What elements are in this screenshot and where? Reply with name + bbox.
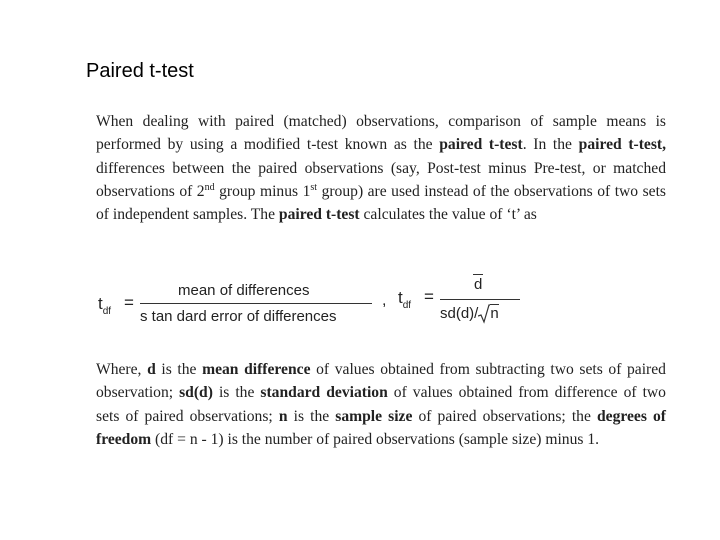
t-statistic-formulas xyxy=(98,272,538,336)
sqrt-radical-icon xyxy=(478,304,490,324)
equals-sign-1: = xyxy=(124,293,134,312)
page-title: Paired t-test xyxy=(86,60,194,82)
intro-paragraph: When dealing with paired (matched) observations, comparison of sample means is performed by using a modified t-test known as the paired t-test. In the paired t-test, differences between the paired observations (say, Post-test minus Pre-test, or matched observations of 2nd group minus 1st group) are used instead of the observations of two sets of independent samples. The paired t-test calculates the value of ‘t’ as xyxy=(96,113,667,224)
denominator-standard-error: s tan dard error of differences xyxy=(140,308,337,325)
d-bar-overline xyxy=(473,274,483,275)
numerator-mean-of-differences: mean of differences xyxy=(178,282,310,299)
definitions-paragraph: Where, d is the mean difference of values obtained from subtracting two sets of paired observation; sd(d) is the standard deviation of values obtained from difference of two sets of paired observations; n is the sample size of paired observations; the degrees of freedom (df = n - 1) is the number of paired observations (sample size) minus 1. xyxy=(96,361,666,448)
fraction-bar-1 xyxy=(140,303,372,304)
denominator-sd-over-root-n: sd(d)/ n xyxy=(440,304,499,324)
t-df-symbol-2: $t_{df}$ xyxy=(398,288,412,311)
t-df-symbol-1: $t_{df}$ xyxy=(98,294,112,317)
fraction-bar-2 xyxy=(440,299,520,300)
numerator-d-bar: d xyxy=(474,276,483,293)
equals-sign-2: = xyxy=(424,287,434,306)
comma-separator: , xyxy=(382,292,387,309)
